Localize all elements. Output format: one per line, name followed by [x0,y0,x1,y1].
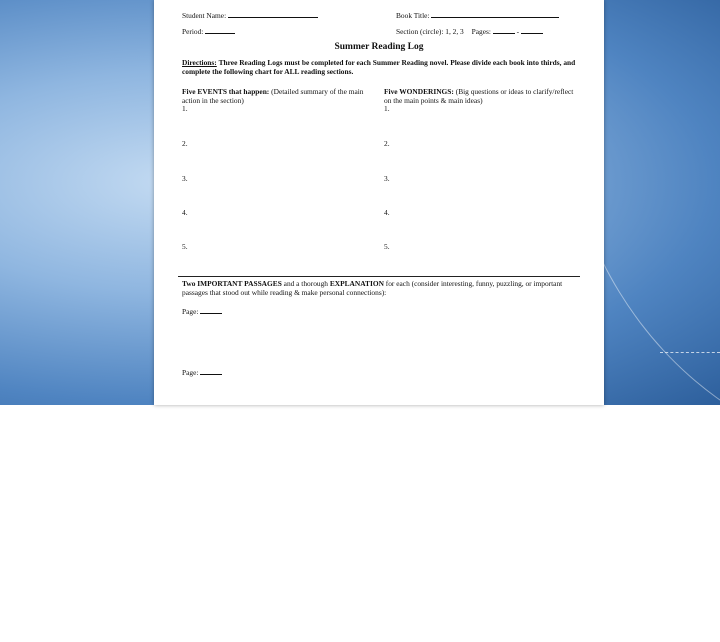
directions-label: Directions: [182,58,217,67]
period-label: Period: [182,27,204,36]
worksheet-page [154,0,604,405]
decorative-dash [660,352,720,353]
wondering-item-1[interactable]: 1. [384,104,390,113]
event-item-2[interactable]: 2. [182,139,188,148]
period-field[interactable] [182,26,235,37]
pages-end-blank[interactable] [521,26,543,34]
directions-text: Three Reading Logs must be completed for each Summer Reading novel. Please divide each book into thirds, and complete the following chart for ALL reading sections. [182,58,576,76]
passages-instructions [182,280,582,297]
directions [182,59,582,76]
student-name-label: Student Name: [182,11,227,20]
student-name-field[interactable] [182,10,318,21]
passages-lead: Two IMPORTANT PASSAGES [182,279,282,288]
passages-rest: for each (consider interesting, funny, puzzling, or important passages that stood out while reading & make personal connections): [182,279,563,297]
pages-start-blank[interactable] [493,26,515,34]
book-title-blank[interactable] [431,10,559,18]
wondering-item-3[interactable]: 3. [384,174,390,183]
event-item-4[interactable]: 4. [182,208,188,217]
book-title-label: Book Title: [396,11,430,20]
passages-mid: and a thorough [281,279,330,288]
event-item-5[interactable]: 5. [182,242,188,251]
wonderings-subheading: (Big questions or ideas to clarify/reflect on the main points & main ideas) [384,87,574,105]
passage-2-page-label: Page: [182,368,199,377]
wonderings-heading-label: Five WONDERINGS: [384,87,454,96]
page-title: Summer Reading Log [334,42,424,52]
passages-explanation: EXPLANATION [329,279,384,288]
section-options[interactable]: 1, 2, 3 [445,27,464,36]
wondering-item-4[interactable]: 4. [384,208,390,217]
pages-dash: - [516,27,520,36]
passage-1-page-field[interactable] [182,306,222,317]
events-heading [182,88,372,105]
passage-2-page-blank[interactable] [200,367,222,375]
period-blank[interactable] [205,26,235,34]
passage-2-page-field[interactable] [182,367,222,378]
section-field[interactable] [396,26,543,37]
event-item-1[interactable]: 1. [182,104,188,113]
pages-label: Pages: [471,27,491,36]
section-label: Section (circle): [396,27,444,36]
wondering-item-2[interactable]: 2. [384,139,390,148]
wondering-item-5[interactable]: 5. [384,242,390,251]
section-divider [178,276,580,277]
student-name-blank[interactable] [228,10,318,18]
passage-1-page-blank[interactable] [200,306,222,314]
passage-1-page-label: Page: [182,307,199,316]
wonderings-heading [384,88,580,105]
events-heading-label: Five EVENTS that happen: [182,87,270,96]
events-subheading: (Detailed summary of the main action in the section) [182,87,364,105]
event-item-3[interactable]: 3. [182,174,188,183]
book-title-field[interactable] [396,10,559,21]
